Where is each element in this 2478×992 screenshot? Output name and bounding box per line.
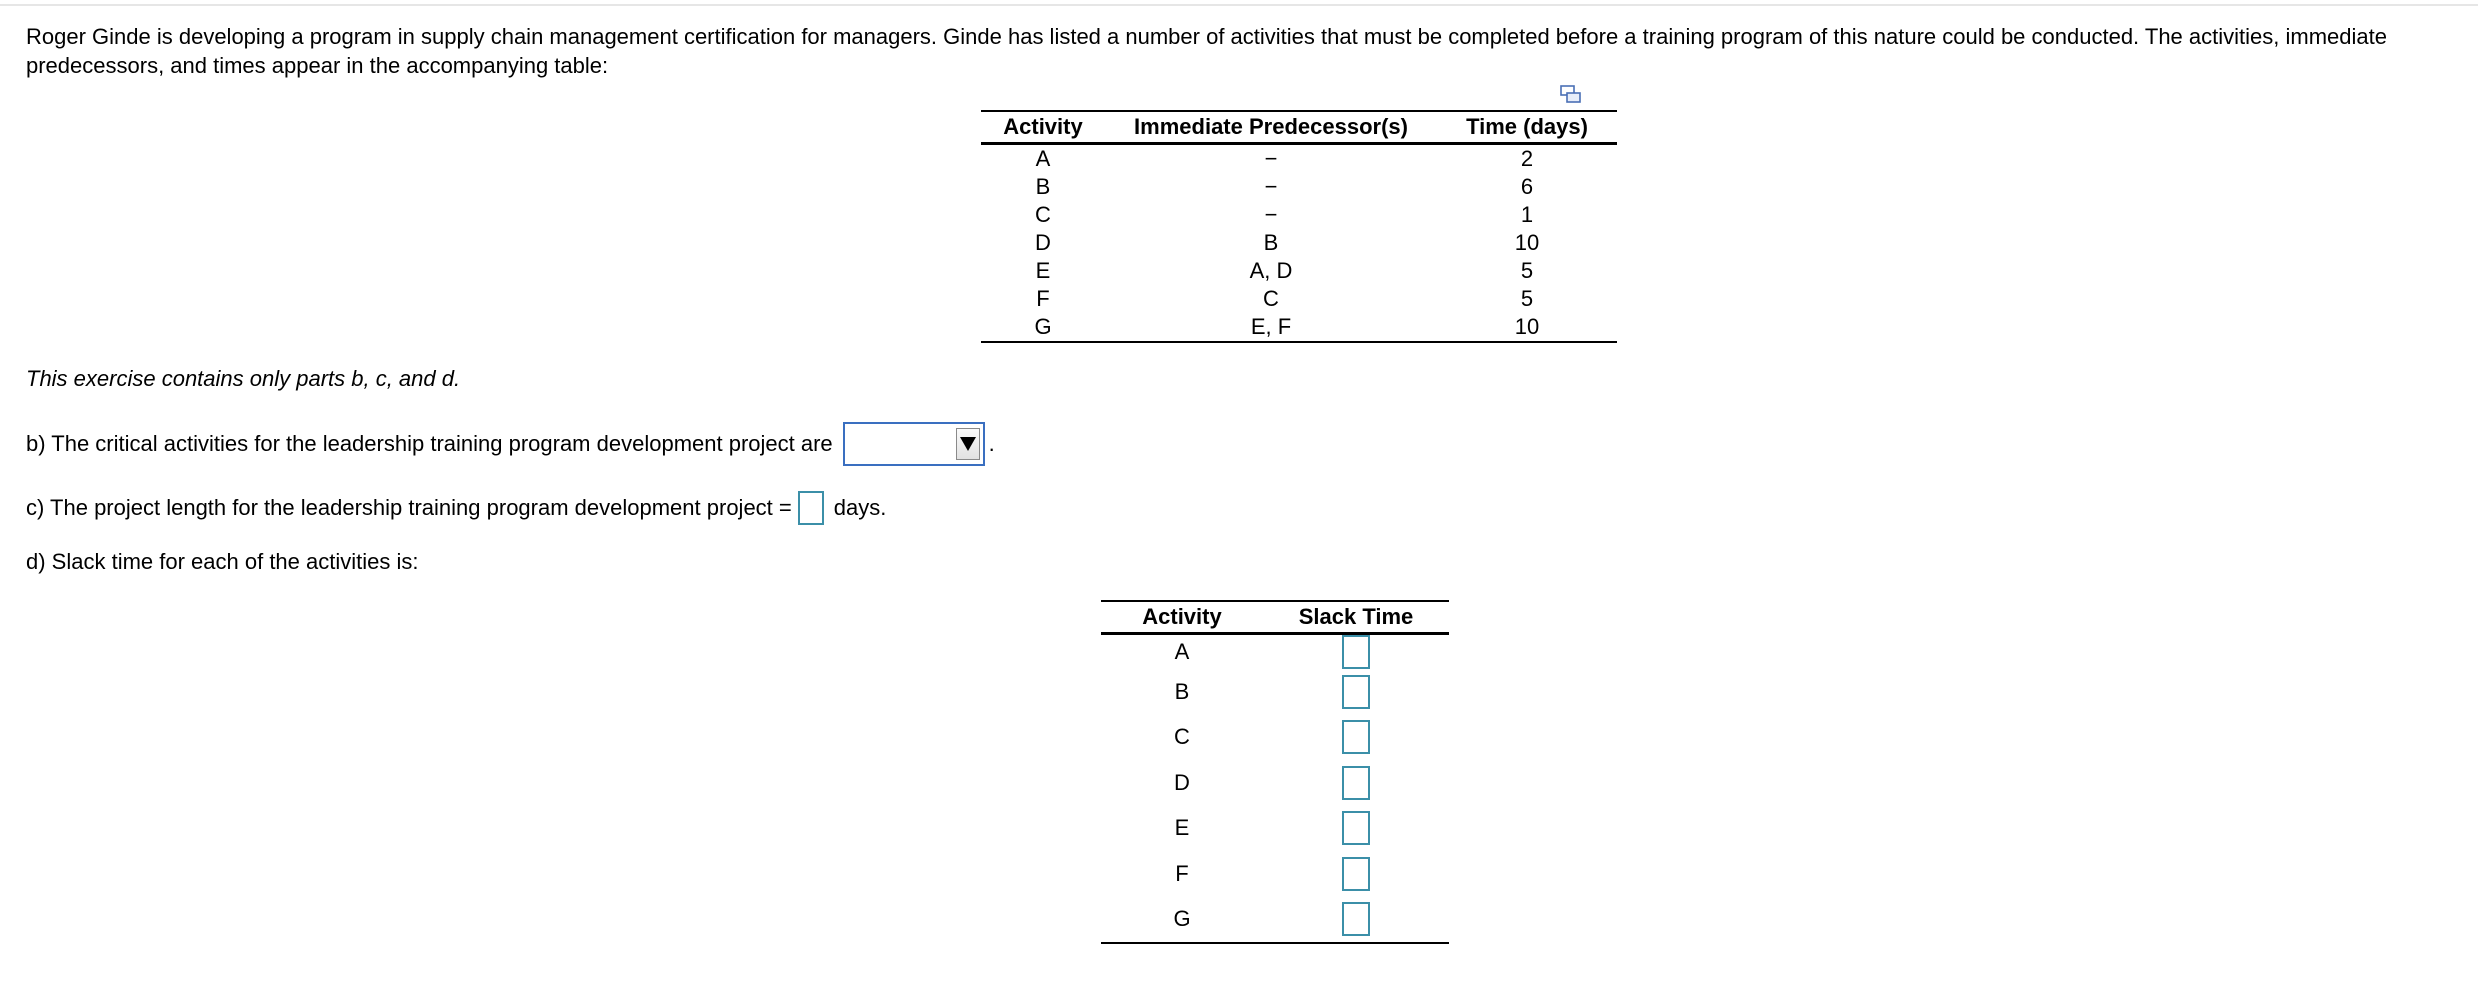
slack-cell	[1263, 669, 1449, 715]
question-c-text: c) The project length for the leadership training program development project =	[26, 495, 792, 520]
time-cell: 2	[1520, 146, 1534, 171]
predecessor-cell: B	[1263, 230, 1279, 255]
question-b-period: .	[988, 431, 995, 456]
question-b-text: b) The critical activities for the leadership training program development project are	[26, 431, 833, 456]
table-header-row	[981, 111, 1617, 144]
question-c	[26, 491, 886, 525]
activity-cell: B	[1174, 678, 1190, 704]
activity-cell: B	[1035, 174, 1051, 199]
slack-input-b[interactable]	[1342, 675, 1370, 709]
table-row	[1101, 760, 1449, 806]
column-header-activity: Activity	[981, 111, 1105, 144]
table-row	[981, 229, 1617, 257]
column-header-time: Time (days)	[1437, 111, 1617, 144]
time-cell: 5	[1520, 286, 1534, 311]
predecessor-cell: −	[1264, 174, 1278, 199]
activity-cell: E	[1035, 258, 1051, 283]
activity-table	[981, 110, 1617, 343]
time-cell: 10	[1437, 313, 1617, 342]
time-cell: 5	[1520, 258, 1534, 283]
column-header-slack-time: Slack Time	[1263, 601, 1449, 634]
copy-table-icon[interactable]	[1560, 85, 1582, 105]
table-row	[1101, 806, 1449, 852]
table-row	[1101, 715, 1449, 761]
activity-cell: D	[1174, 769, 1190, 795]
table-row	[1101, 897, 1449, 944]
time-cell: 1	[1520, 202, 1534, 227]
slack-cell	[1263, 897, 1449, 944]
column-header-predecessors: Immediate Predecessor(s)	[1105, 111, 1437, 144]
activity-cell: F	[1036, 286, 1050, 311]
activity-cell: A	[1035, 146, 1051, 171]
question-b	[26, 422, 995, 466]
predecessor-cell: −	[1264, 202, 1278, 227]
activity-cell: G	[1101, 897, 1263, 944]
table-row	[981, 173, 1617, 201]
top-divider	[0, 4, 2478, 6]
problem-intro: Roger Ginde is developing a program in supply chain management certification for managers. Ginde has listed a number of activities that must be completed before a training program of this nature could be conducted. The activities, immediate predecessors, and times appear in the accompanying table:	[26, 24, 2387, 78]
dropdown-arrow-icon[interactable]	[956, 428, 980, 460]
slack-input-e[interactable]	[1342, 811, 1370, 845]
question-c-unit: days.	[833, 495, 887, 520]
slack-input-a[interactable]	[1342, 635, 1370, 669]
table-row	[981, 257, 1617, 285]
question-d-text: d) Slack time for each of the activities is:	[26, 549, 419, 574]
activity-cell: G	[981, 313, 1105, 342]
slack-cell	[1263, 634, 1449, 670]
column-header-activity: Activity	[1101, 601, 1263, 634]
table-row	[981, 201, 1617, 229]
slack-input-f[interactable]	[1342, 857, 1370, 891]
activity-cell: C	[1035, 202, 1051, 227]
slack-cell	[1263, 760, 1449, 806]
table-row	[1101, 669, 1449, 715]
activity-cell: D	[1035, 230, 1051, 255]
predecessor-cell: C	[1263, 286, 1279, 311]
slack-input-g[interactable]	[1342, 902, 1370, 936]
table-header-row	[1101, 601, 1449, 634]
slack-cell	[1263, 715, 1449, 761]
activity-cell: F	[1175, 860, 1189, 886]
slack-cell	[1263, 851, 1449, 897]
table-row	[981, 285, 1617, 313]
slack-input-d[interactable]	[1342, 766, 1370, 800]
time-cell: 10	[1514, 230, 1540, 255]
predecessor-cell: A, D	[1249, 258, 1293, 283]
predecessor-cell: E, F	[1105, 313, 1437, 342]
slack-table	[1101, 600, 1449, 944]
table-row	[981, 144, 1617, 174]
project-length-input[interactable]	[798, 491, 824, 525]
table-row	[1101, 634, 1449, 670]
activity-cell: E	[1174, 815, 1190, 841]
time-cell: 6	[1520, 174, 1534, 199]
slack-cell	[1263, 806, 1449, 852]
activity-cell: A	[1174, 639, 1190, 664]
table-row	[981, 313, 1617, 342]
exercise-note: This exercise contains only parts b, c, and d.	[26, 366, 461, 391]
activity-cell: C	[1174, 724, 1190, 750]
critical-activities-dropdown[interactable]	[843, 422, 985, 466]
slack-input-c[interactable]	[1342, 720, 1370, 754]
table-row	[1101, 851, 1449, 897]
predecessor-cell: −	[1264, 146, 1278, 171]
